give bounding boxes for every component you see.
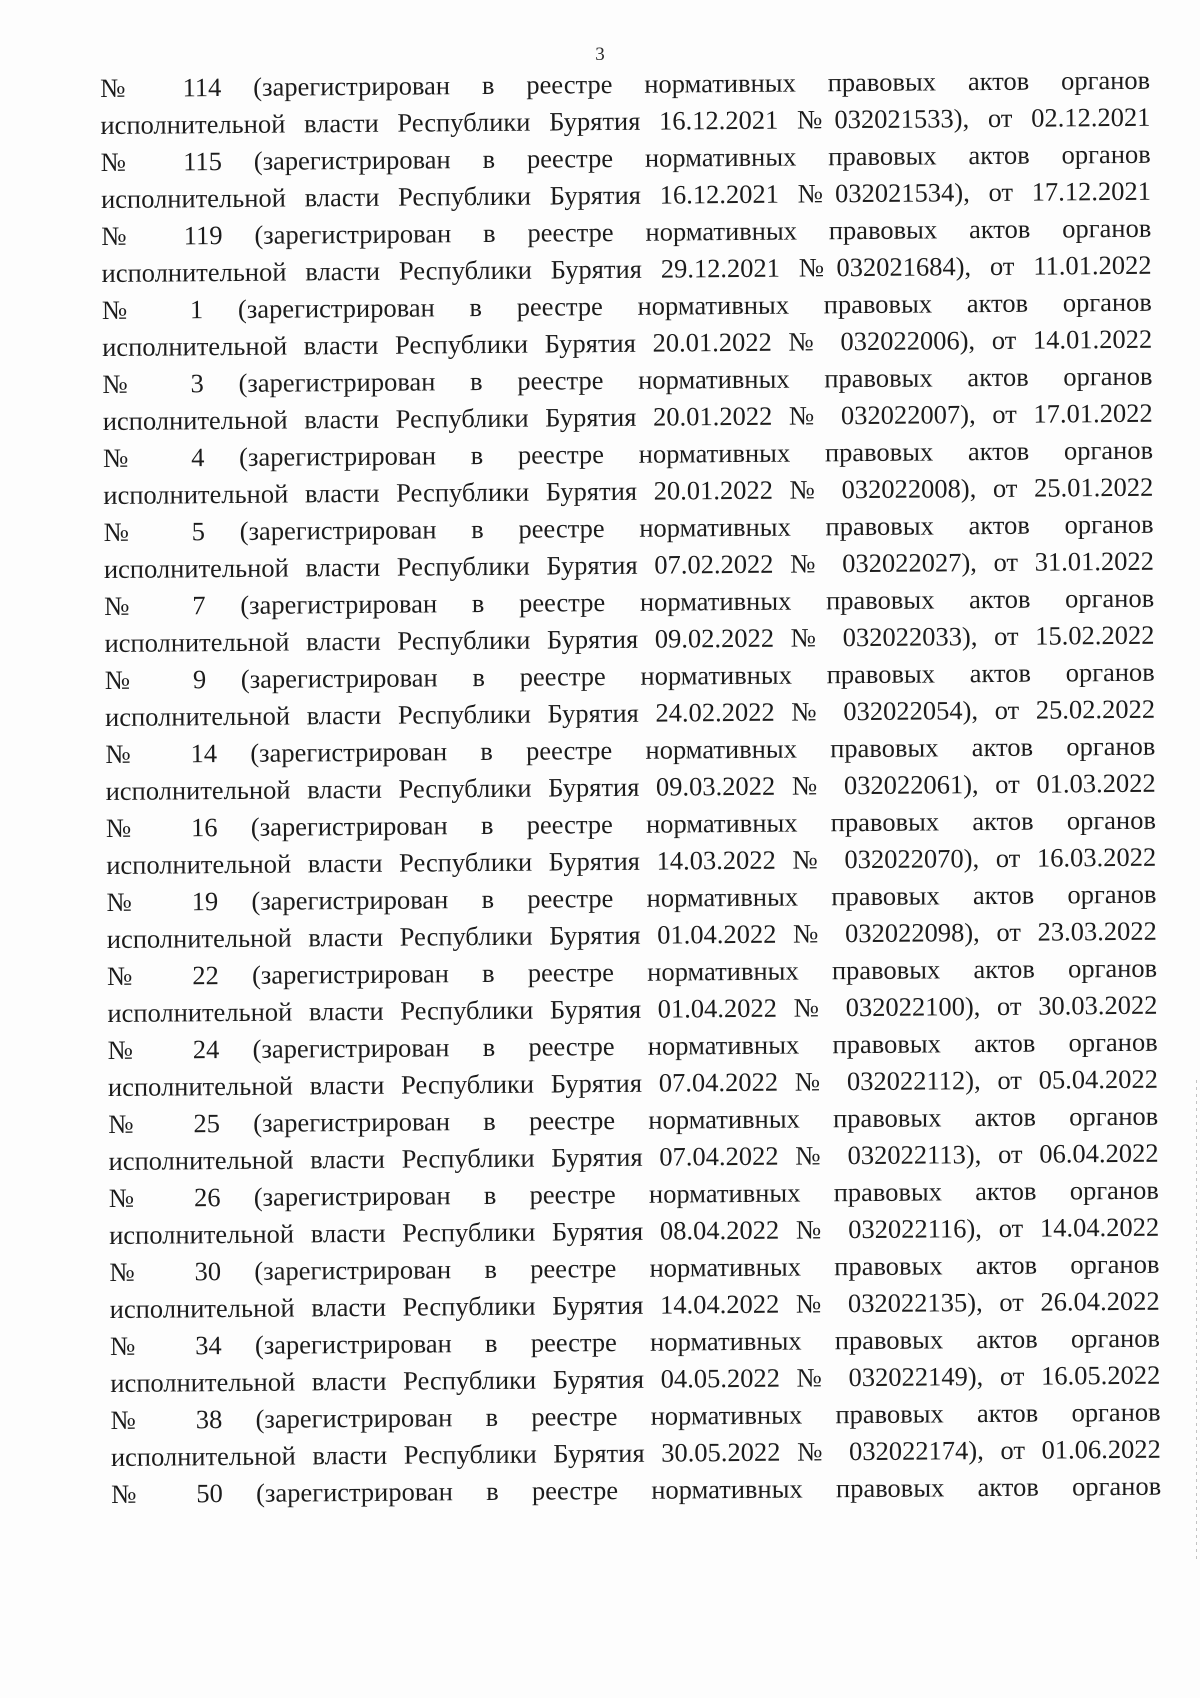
text-line: № 7 (зарегистрирован в реестре нормативных правовых актов органов [104, 582, 1155, 621]
text-line: исполнительной власти Республики Бурятия 01.04.2022 № 032022098), от 23.03.2022 [106, 915, 1157, 954]
text-line: исполнительной власти Республики Бурятия 20.01.2022 № 032022008), от 25.01.2022 [103, 471, 1154, 510]
text-line: № 9 (зарегистрирован в реестре нормативных правовых актов органов [104, 656, 1155, 695]
text-line: исполнительной власти Республики Бурятия 14.04.2022 № 032022135), от 26.04.2022 [109, 1285, 1160, 1324]
text-line: № 14 (зарегистрирован в реестре нормативных правовых актов органов [105, 730, 1156, 769]
text-line: № 24 (зарегистрирован в реестре нормативных правовых актов органов [107, 1026, 1158, 1065]
text-line: исполнительной власти Республики Бурятия 07.04.2022 № 032022112), от 05.04.2022 [107, 1063, 1159, 1102]
text-line: исполнительной власти Республики Бурятия 04.05.2022 № 032022149), от 16.05.2022 [110, 1359, 1161, 1398]
text-line: исполнительной власти Республики Бурятия 30.05.2022 № 032022174), от 01.06.2022 [110, 1433, 1161, 1472]
text-line: № 5 (зарегистрирован в реестре нормативных правовых актов органов [103, 508, 1154, 547]
text-line: исполнительной власти Республики Бурятия 20.01.2022 № 032022006), от 14.01.2022 [102, 323, 1153, 362]
text-line: исполнительной власти Республики Бурятия 09.02.2022 № 032022033), от 15.02.2022 [104, 619, 1155, 658]
text-line: № 22 (зарегистрирован в реестре нормативных правовых актов органов [106, 952, 1158, 991]
text-line: исполнительной власти Республики Бурятия 16.12.2021 №032021534), от 17.12.2021 [100, 175, 1152, 214]
text-line: исполнительной власти Республики Бурятия 08.04.2022 № 032022116), от 14.04.2022 [109, 1211, 1160, 1250]
text-line: № 50 (зарегистрирован в реестре нормативных правовых актов органов [111, 1470, 1162, 1509]
text-line: № 34 (зарегистрирован в реестре нормативных правовых актов органов [109, 1322, 1161, 1361]
text-line: № 119 (зарегистрирован в реестре нормативных правовых актов органов [101, 212, 1152, 251]
page-number: 3 [595, 44, 605, 65]
text-line: № 16 (зарегистрирован в реестре нормативных правовых актов органов [105, 804, 1157, 843]
text-line: исполнительной власти Республики Бурятия 01.04.2022 № 032022100), от 30.03.2022 [107, 989, 1158, 1028]
text-line: исполнительной власти Республики Бурятия 09.03.2022 № 032022061), от 01.03.2022 [105, 767, 1156, 806]
text-line: исполнительной власти Республики Бурятия 07.02.2022 № 032022027), от 31.01.2022 [103, 545, 1155, 584]
text-line: № 4 (зарегистрирован в реестре нормативных правовых актов органов [102, 434, 1154, 473]
text-line: исполнительной власти Республики Бурятия 07.04.2022 № 032022113), от 06.04.2022 [108, 1137, 1159, 1176]
text-line: № 115 (зарегистрирован в реестре нормативных правовых актов органов [100, 138, 1151, 177]
text-line: № 38 (зарегистрирован в реестре нормативных правовых актов органов [110, 1396, 1161, 1435]
text-line: № 114 (зарегистрирован в реестре нормативных правовых актов органов [100, 64, 1151, 103]
text-line: исполнительной власти Республики Бурятия 20.01.2022 № 032022007), от 17.01.2022 [102, 397, 1153, 436]
text-line: исполнительной власти Республики Бурятия 24.02.2022 № 032022054), от 25.02.2022 [104, 693, 1156, 732]
text-line: исполнительной власти Республики Бурятия 14.03.2022 № 032022070), от 16.03.2022 [106, 841, 1157, 880]
scan-edge-artifact [1196, 1080, 1197, 1560]
text-line: № 26 (зарегистрирован в реестре нормативных правовых актов органов [108, 1174, 1159, 1213]
text-line: № 30 (зарегистрирован в реестре нормативных правовых актов органов [109, 1248, 1160, 1287]
document-body [100, 62, 1161, 1513]
text-line: № 3 (зарегистрирован в реестре нормативных правовых актов органов [102, 360, 1153, 399]
text-line: исполнительной власти Республики Бурятия 29.12.2021 №032021684), от 11.01.2022 [101, 249, 1152, 288]
text-line: исполнительной власти Республики Бурятия 16.12.2021 №032021533), от 02.12.2021 [100, 101, 1151, 140]
text-line: № 19 (зарегистрирован в реестре нормативных правовых актов органов [106, 878, 1157, 917]
text-line: № 1 (зарегистрирован в реестре нормативных правовых актов органов [101, 286, 1152, 325]
text-line: № 25 (зарегистрирован в реестре нормативных правовых актов органов [108, 1100, 1159, 1139]
